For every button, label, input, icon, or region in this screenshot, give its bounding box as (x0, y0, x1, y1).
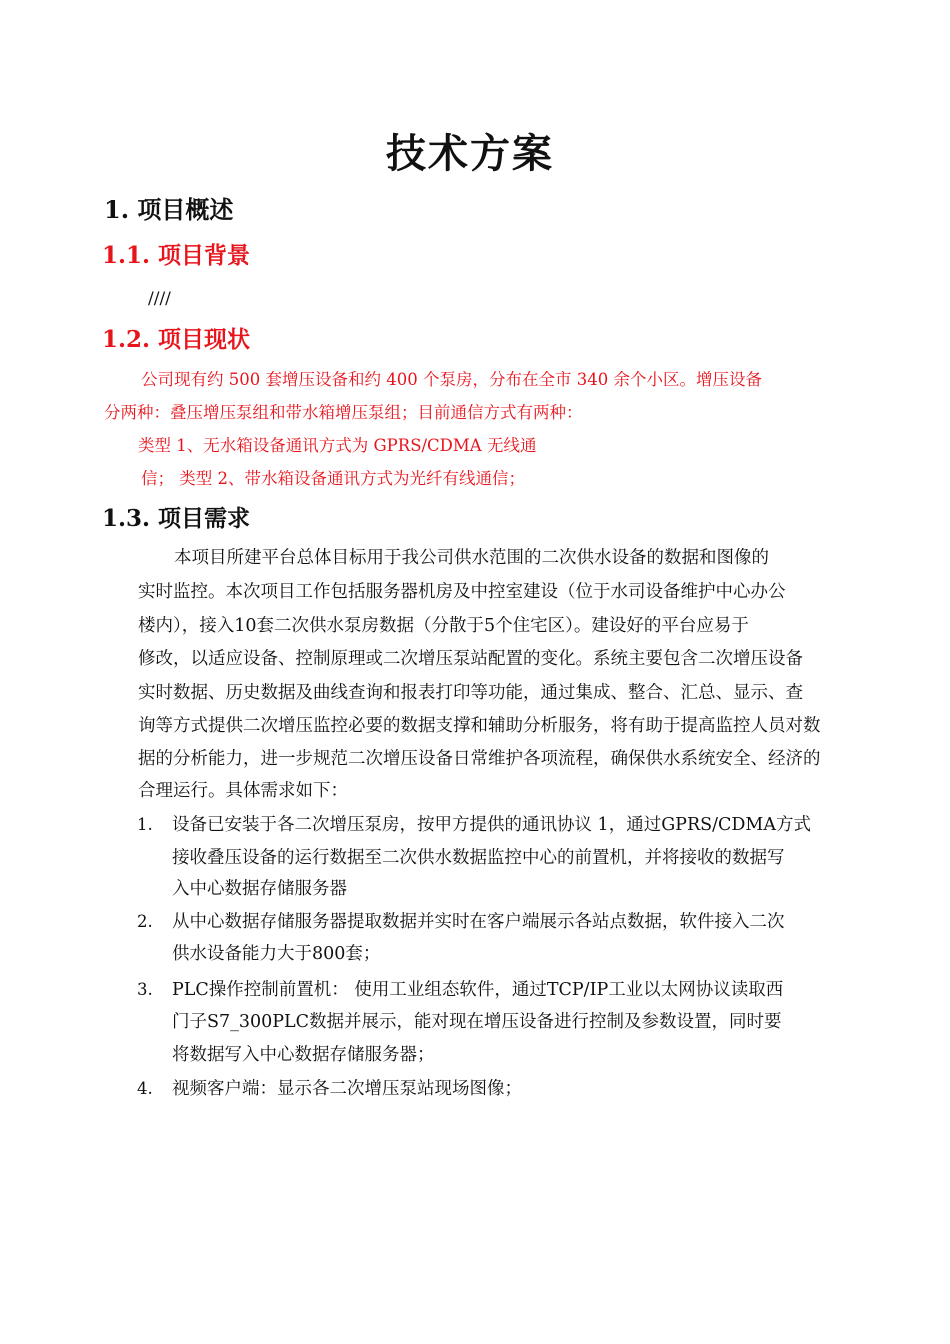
background-body: //// (148, 289, 171, 309)
requirements-line: 实时监控。本次项目工作包括服务器机房及中控室建设（位于水司设备维护中心办公 (138, 582, 786, 602)
list-item-number: 2. (137, 912, 153, 931)
document-title: 技术方案 (386, 130, 554, 177)
heading-project-requirements: 1.3. 项目需求 (102, 505, 251, 532)
list-item-line: 设备已安装于各二次增压泵房，按甲方提供的通讯协议 1，通过GPRS/CDMA方式 (172, 815, 811, 835)
requirements-line: 据的分析能力，进一步规范二次增压设备日常维护各项流程，确保供水系统安全、经济的 (138, 749, 821, 769)
requirements-line: 本项目所建平台总体目标用于我公司供水范围的二次供水设备的数据和图像的 (174, 548, 769, 568)
list-item-line: 从中心数据存储服务器提取数据并实时在客户端展示各站点数据，软件接入二次 (172, 912, 785, 932)
heading-project-background: 1.1. 项目背景 (102, 242, 251, 269)
requirements-line: 询等方式提供二次增压监控必要的数据支撑和辅助分析服务，将有助于提高监控人员对数 (138, 716, 821, 736)
list-item-line: 门子S7_300PLC数据并展示，能对现在增压设备进行控制及参数设置，同时要 (172, 1012, 782, 1032)
list-item-number: 4. (137, 1079, 153, 1098)
status-line: 类型 1、无水箱设备通讯方式为 GPRS/CDMA 无线通 (138, 436, 537, 455)
list-item-line: 将数据写入中心数据存储服务器； (172, 1045, 435, 1065)
requirements-line: 实时数据、历史数据及曲线查询和报表打印等功能，通过集成、整合、汇总、显示、查 (138, 683, 803, 703)
status-line: 信； 类型 2、带水箱设备通讯方式为光纤有线通信； (141, 469, 525, 488)
list-item-line: 视频客户端：显示各二次增压泵站现场图像； (172, 1079, 522, 1099)
requirements-line: 修改，以适应设备、控制原理或二次增压泵站配置的变化。系统主要包含二次增压设备 (138, 649, 803, 669)
requirements-line: 楼内），接入10套二次供水泵房数据（分散于5个住宅区）。建设好的平台应易于 (138, 616, 749, 636)
list-item-number: 3. (137, 980, 153, 999)
status-line: 分两种：叠压增压泵组和带水箱增压泵组；目前通信方式有两种： (104, 403, 583, 422)
heading-project-overview: 1. 项目概述 (104, 195, 234, 224)
list-item-line: 供水设备能力大于800套； (172, 944, 381, 964)
requirements-line: 合理运行。具体需求如下： (138, 781, 348, 801)
list-item-line: PLC操作控制前置机： 使用工业组态软件，通过TCP/IP工业以太网协议读取西 (172, 980, 784, 1000)
list-item-line: 入中心数据存储服务器 (172, 879, 347, 899)
status-line: 公司现有约 500 套增压设备和约 400 个泵房，分布在全市 340 余个小区。增压设备 (141, 370, 762, 389)
list-item-line: 接收叠压设备的运行数据至二次供水数据监控中心的前置机，并将接收的数据写 (172, 848, 785, 868)
list-item-number: 1. (137, 815, 153, 834)
heading-project-status: 1.2. 项目现状 (102, 326, 251, 353)
